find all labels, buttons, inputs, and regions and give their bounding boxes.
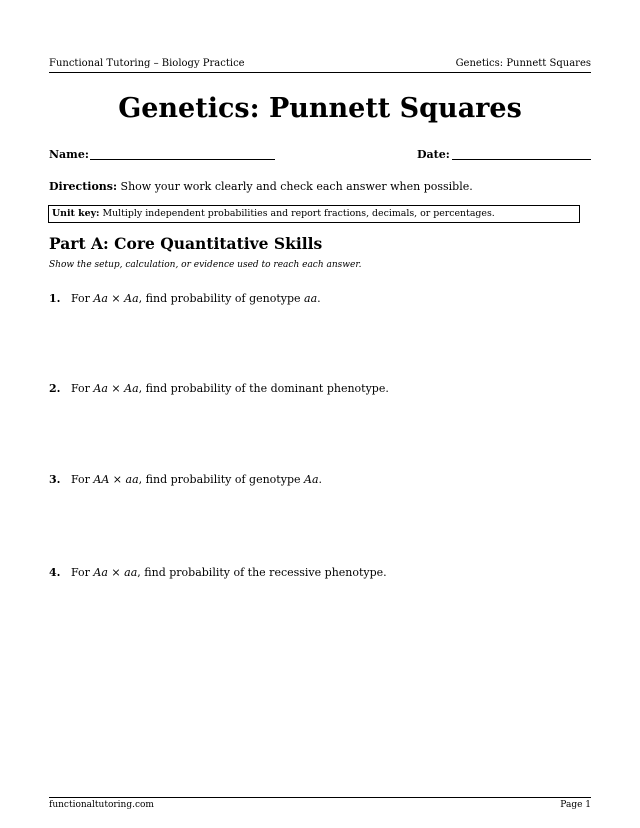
date-field-line[interactable] (452, 159, 591, 160)
part-a-title: Part A: Core Quantitative Skills (49, 234, 323, 253)
header-rule (49, 72, 591, 73)
directions-text: Show your work clearly and check each answer when possible. (117, 180, 473, 193)
name-date-row (49, 148, 591, 162)
header-left: Functional Tutoring – Biology Practice (49, 58, 245, 69)
question-number: 4. (49, 566, 61, 579)
unit-key-box (48, 205, 580, 223)
page-title: Genetics: Punnett Squares (118, 93, 522, 124)
unit-key-label: Unit key: (52, 208, 100, 219)
question-1: 1. For Aa × Aa, find probability of genotype aa. (49, 292, 321, 305)
header-right: Genetics: Punnett Squares (455, 58, 591, 69)
unit-key-text: Multiply independent probabilities and report fractions, decimals, or percentages. (99, 208, 495, 219)
page-number: Page 1 (560, 800, 591, 810)
footer-left: functionaltutoring.com (49, 800, 154, 810)
question-number: 2. (49, 382, 61, 395)
running-footer (49, 800, 591, 810)
question-number: 3. (49, 473, 61, 486)
question-2: 2. For Aa × Aa, find probability of the dominant phenotype. (49, 382, 389, 395)
name-field-line[interactable] (90, 159, 275, 160)
question-4: 4. For Aa × aa, find probability of the recessive phenotype. (49, 566, 387, 579)
directions (49, 180, 473, 193)
name-label: Name: (49, 148, 89, 161)
footer-rule (49, 797, 591, 798)
date-label: Date: (417, 148, 450, 161)
question-3: 3. For AA × aa, find probability of genotype Aa. (49, 473, 323, 486)
running-header (49, 58, 591, 69)
directions-label: Directions: (49, 180, 118, 193)
part-a-subtitle: Show the setup, calculation, or evidence used to reach each answer. (49, 260, 362, 270)
question-number: 1. (49, 292, 61, 305)
